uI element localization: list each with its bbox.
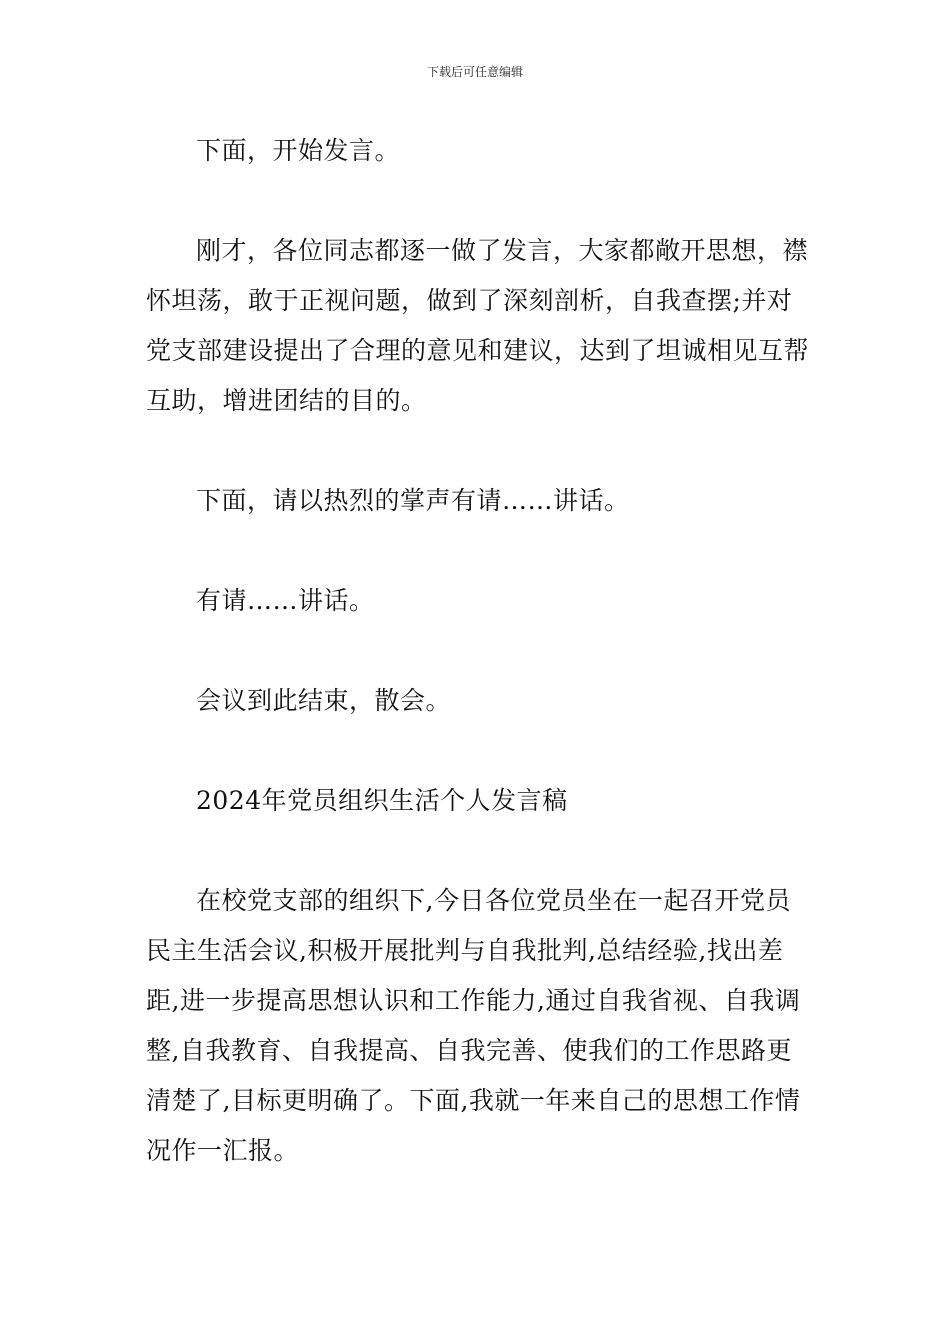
paragraph-gap xyxy=(146,826,810,876)
paragraph-gap xyxy=(146,176,810,226)
paragraph-report-intro: 在校党支部的组织下,今日各位党员坐在一起召开党员民主生活会议,积极开展批判与自我批判,总结经验,找出差距,进一步提高思想认识和工作能力,通过自我省视、自我调整,自我教育、自我提高、自我完善、使我们的工作思路更清楚了,目标更明确了。下面,我就一年来自己的思想工作情况作一汇报。 xyxy=(146,886,801,1165)
paragraph-invite-applause: 下面，请以热烈的掌声有请……讲话。 xyxy=(196,486,630,515)
document-body xyxy=(146,126,810,1176)
paragraph-gap xyxy=(146,726,810,776)
paragraph-gap xyxy=(146,426,810,476)
paragraph-start-speech: 下面，开始发言。 xyxy=(196,136,401,165)
paragraph-meeting-end: 会议到此结束，散会。 xyxy=(196,686,452,715)
section-title: 2024年党员组织生活个人发言稿 xyxy=(196,786,568,815)
paragraph-invite-speech: 有请……讲话。 xyxy=(196,586,375,615)
paragraph-summary: 刚才，各位同志都逐一做了发言，大家都敞开思想，襟怀坦荡，敢于正视问题，做到了深刻剖析，自我查摆;并对党支部建设提出了合理的意见和建议，达到了坦诚相见互帮互助，增进团结的目的。 xyxy=(146,236,810,415)
paragraph-gap xyxy=(146,526,810,576)
paragraph-gap xyxy=(146,626,810,676)
page-header-note: 下载后可任意编辑 xyxy=(426,65,523,79)
